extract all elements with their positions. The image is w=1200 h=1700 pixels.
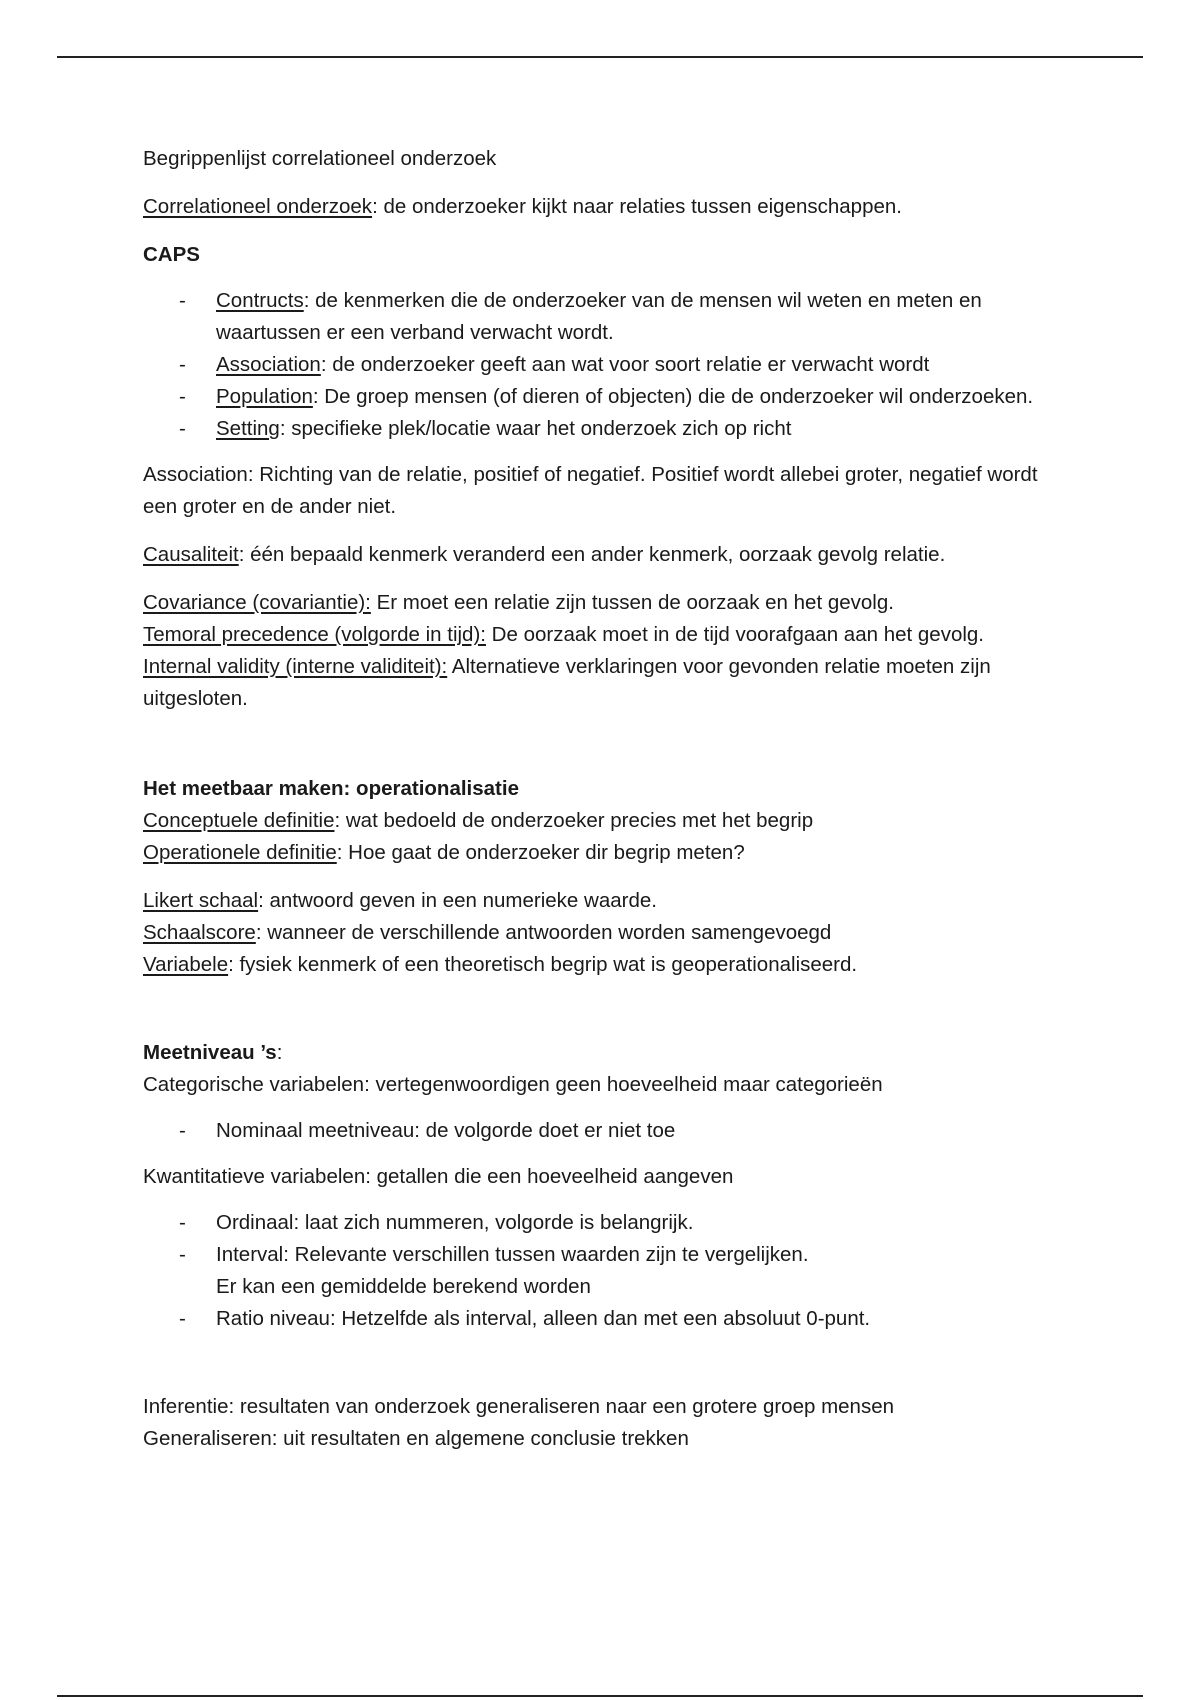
term-internal-validity: Internal validity (interne validiteit): bbox=[143, 655, 448, 678]
list-item bbox=[143, 1207, 1063, 1239]
definition-generaliseren: Generaliseren: uit resultaten en algemene conclusie trekken bbox=[143, 1427, 689, 1450]
header-rule bbox=[57, 56, 1143, 58]
footer-rule bbox=[57, 1695, 1143, 1697]
operationalisatie-heading: Het meetbaar maken: operationalisatie bbox=[143, 777, 519, 800]
caps-list bbox=[143, 285, 1063, 445]
term-schaalscore: Schaalscore bbox=[143, 921, 256, 944]
term-contructs: Contructs bbox=[216, 289, 304, 312]
list-item-text: Ratio niveau: Hetzelfde als interval, alleen dan met een absoluut 0-punt. bbox=[216, 1307, 871, 1330]
inferentie-section bbox=[143, 1391, 1063, 1455]
causality-criteria bbox=[143, 587, 1063, 715]
operationalisatie-section bbox=[143, 773, 1063, 869]
kwantitatief-list bbox=[143, 1207, 1063, 1335]
definition-variabele bbox=[143, 949, 1063, 981]
term-population: Population bbox=[216, 385, 313, 408]
definition-text: Er moet een relatie zijn tussen de oorzaak en het gevolg. bbox=[370, 591, 894, 614]
criterion-covariance bbox=[143, 587, 1063, 619]
meetniveau-heading-line bbox=[143, 1037, 1063, 1069]
meetniveau-heading: Meetniveau ’s bbox=[143, 1041, 277, 1064]
definition-schaalscore bbox=[143, 917, 1063, 949]
list-item-text: Ordinaal: laat zich nummeren, volgorde is belangrijk. bbox=[216, 1211, 694, 1234]
list-item bbox=[143, 285, 1063, 349]
term-association: Association bbox=[216, 353, 321, 376]
definition-text: : één bepaald kenmerk veranderd een ander kenmerk, oorzaak gevolg relatie. bbox=[238, 543, 946, 566]
term-correlationeel: Correlationeel onderzoek bbox=[143, 195, 373, 218]
kwantitatieve-variabelen: Kwantitatieve variabelen: getallen die een hoeveelheid aangeven bbox=[143, 1165, 734, 1188]
meetniveau-section bbox=[143, 1037, 1063, 1335]
definition-likert bbox=[143, 885, 1063, 917]
term-causaliteit: Causaliteit bbox=[143, 543, 239, 566]
criterion-temporal-precedence bbox=[143, 619, 1063, 651]
definition-text: : de onderzoeker kijkt naar relaties tussen eigenschappen. bbox=[372, 195, 902, 218]
list-item bbox=[143, 381, 1063, 413]
definition-text: : wanneer de verschillende antwoorden worden samengevoegd bbox=[255, 921, 832, 944]
caps-heading: CAPS bbox=[143, 243, 200, 266]
list-item: - Nominaal meetniveau: de volgorde doet er niet toe bbox=[143, 1115, 1063, 1147]
definition-inferentie: Inferentie: resultaten van onderzoek generaliseren naar een grotere groep mensen bbox=[143, 1395, 895, 1418]
categorisch-list bbox=[143, 1115, 1063, 1147]
definition-text: Alternatieve verklaringen voor gevonden relatie moeten zijn uitgesloten. bbox=[143, 655, 991, 710]
list-item bbox=[143, 1303, 1063, 1335]
definition-operationeel bbox=[143, 837, 1063, 869]
term-operationele-definitie: Operationele definitie bbox=[143, 841, 337, 864]
term-setting: Setting bbox=[216, 417, 280, 440]
criterion-internal-validity bbox=[143, 651, 1063, 715]
definition-conceptueel bbox=[143, 805, 1063, 837]
definition-text: : antwoord geven in een numerieke waarde. bbox=[258, 889, 657, 912]
list-item bbox=[143, 413, 1063, 445]
association-paragraph: Association: Richting van de relatie, positief of negatief. Positief wordt allebei groter, negatief wordt een groter en de ander niet. bbox=[143, 463, 1038, 518]
term-likert-schaal: Likert schaal bbox=[143, 889, 259, 912]
definition-text: De oorzaak moet in de tijd voorafgaan aan het gevolg. bbox=[485, 623, 985, 646]
list-item bbox=[143, 349, 1063, 381]
list-item bbox=[143, 1239, 1063, 1303]
definition-text: : de onderzoeker geeft aan wat voor soort relatie er verwacht wordt bbox=[320, 353, 930, 376]
list-item-continuation: Er kan een gemiddelde berekend worden bbox=[216, 1275, 591, 1298]
categorische-variabelen: Categorische variabelen: vertegenwoordigen geen hoeveelheid maar categorieën bbox=[143, 1073, 883, 1096]
term-covariance: Covariance (covariantie): bbox=[143, 591, 371, 614]
definition-text: : de kenmerken die de onderzoeker van de mensen wil weten en meten en waartussen er een verband verwacht wordt. bbox=[216, 289, 982, 344]
term-temporal-precedence: Temoral precedence (volgorde in tijd): bbox=[143, 623, 486, 646]
document-body bbox=[143, 143, 1063, 1455]
definition-correlationeel bbox=[143, 191, 1063, 223]
schaal-section bbox=[143, 885, 1063, 981]
definition-text: : fysiek kenmerk of een theoretisch begrip wat is geoperationaliseerd. bbox=[228, 953, 858, 976]
meetniveau-heading-suffix: : bbox=[276, 1041, 283, 1064]
term-variabele: Variabele bbox=[143, 953, 229, 976]
list-item-text: Interval: Relevante verschillen tussen waarden zijn te vergelijken. bbox=[216, 1243, 809, 1266]
definition-text: : wat bedoeld de onderzoeker precies met het begrip bbox=[334, 809, 814, 832]
definition-causaliteit bbox=[143, 539, 1063, 571]
definition-text: : specifieke plek/locatie waar het onderzoek zich op richt bbox=[279, 417, 792, 440]
term-conceptuele-definitie: Conceptuele definitie bbox=[143, 809, 335, 832]
definition-text: : Hoe gaat de onderzoeker dir begrip meten? bbox=[336, 841, 745, 864]
document-title: Begrippenlijst correlationeel onderzoek bbox=[143, 147, 497, 170]
definition-text: : De groep mensen (of dieren of objecten) die de onderzoeker wil onderzoeken. bbox=[312, 385, 1034, 408]
